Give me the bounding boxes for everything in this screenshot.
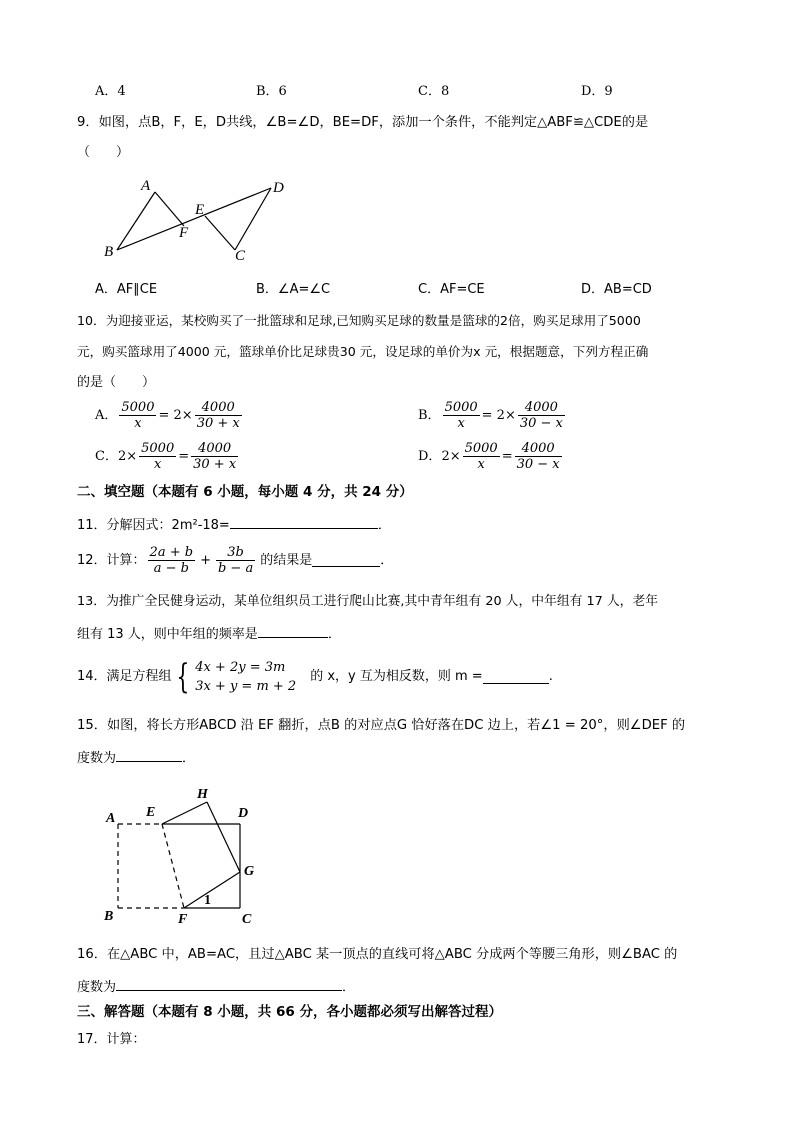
q9-paren: （ ） — [77, 145, 130, 160]
q10-c-rhs-den: 30 + x — [193, 457, 237, 472]
q15-line1: 15．如图，将长方形ABCD 沿 EF 翻折，点B 的对应点G 恰好落在DC 边上，若∠1 = 20°，则∠DEF 的 — [77, 718, 686, 733]
q11 — [77, 516, 391, 534]
q15-label-f: F — [178, 912, 188, 925]
q15-label-h: H — [197, 787, 208, 802]
q11-answer-blank[interactable] — [230, 516, 378, 529]
q16-line2: 度数为 — [77, 980, 117, 995]
q10-a-rhs-num: 4000 — [195, 400, 242, 416]
q12-end: ． — [380, 552, 394, 568]
q12-label: 12．计算： — [77, 552, 146, 568]
q15-label-g: G — [244, 864, 255, 879]
q10-line3: 的是（ ） — [77, 375, 156, 390]
q15-end: ． — [182, 751, 196, 766]
q10-b-rhs-den: 30 − x — [519, 416, 563, 431]
q15-fg — [184, 872, 240, 908]
q9-label-a: A — [141, 178, 151, 194]
q9-line-cd — [235, 188, 271, 250]
q15-hg — [207, 802, 240, 872]
q16-line2-row — [77, 978, 355, 996]
q9-option-b: B．∠A=∠C — [256, 282, 331, 297]
q13-line2-row — [77, 625, 341, 643]
q9-option-d: D．AB=CD — [581, 282, 652, 297]
q15-answer-blank[interactable] — [116, 749, 182, 762]
q10-option-d — [418, 441, 564, 472]
q9-line-bd — [117, 188, 271, 250]
q15-label-b: B — [104, 909, 114, 924]
q9-text: 9．如图，点B，F，E，D共线，∠B=∠D，BE=DF，添加一个条件，不能判定△ABF≌△CDE的是 — [77, 115, 649, 130]
q10-option-c — [95, 441, 240, 472]
q14-end: . — [548, 669, 553, 684]
q10-d-rhs-den: 30 − x — [516, 457, 560, 472]
section3-title: 三、解答题（本题有 8 小题，共 66 分，各小题都必须写出解答过程） — [77, 1004, 502, 1020]
q10-a-lhs-den: x — [134, 416, 142, 431]
q10-line1: 10．为迎接亚运，某校购买了一批篮球和足球,已知购买足球的数量是篮球的2倍，购买足球用了5000 — [77, 313, 641, 328]
q13-line2: 组有 13 人，则中年组的频率是 — [77, 627, 258, 642]
q10-d-mid: = — [501, 448, 513, 464]
q9-label-c: C — [235, 248, 246, 264]
q12-suffix: 的结果是 — [260, 552, 313, 568]
q14 — [77, 658, 553, 696]
q8-option-d: D．9 — [581, 84, 613, 99]
q13-answer-blank[interactable] — [258, 625, 328, 638]
section2-title: 二、填空题（本题有 6 小题，每小题 4 分，共 24 分） — [77, 484, 413, 500]
q10-a-lhs-num: 5000 — [121, 400, 155, 415]
q16-answer-blank[interactable] — [116, 978, 342, 991]
q15-label-angle1: 1 — [204, 893, 211, 908]
q8-option-b: B．6 — [256, 84, 287, 99]
q10-b-lhs-num: 5000 — [444, 400, 478, 415]
q10-c-lhs-den: x — [154, 457, 162, 472]
q11-text: 11．分解因式：2m²-18= — [77, 518, 230, 533]
q12-answer-blank[interactable] — [312, 554, 380, 567]
q10-option-a — [95, 400, 244, 431]
q14-answer-blank[interactable] — [483, 671, 549, 684]
q9-label-d: D — [273, 180, 284, 196]
q10-a-label: A． — [95, 407, 118, 423]
q10-b-mid: = 2× — [481, 407, 516, 423]
q15-eh — [162, 802, 207, 824]
q14-eq2: 3x + y = m + 2 — [195, 679, 297, 694]
q15-line2: 度数为 — [77, 751, 117, 766]
q10-line2: 元，购买篮球用了4000 元，篮球单价比足球贵30 元，设足球的单价为x 元，根据题意，下列方程正确 — [77, 344, 649, 359]
q17-text: 17．计算： — [77, 1032, 146, 1047]
q10-a-rhs-den: 30 + x — [196, 416, 240, 431]
q9-line-af — [155, 192, 184, 226]
q10-d-pre: 2× — [441, 448, 461, 464]
q15-label-c: C — [242, 912, 252, 925]
q8-option-c: C．8 — [418, 84, 450, 99]
q15-label-a: A — [106, 811, 116, 826]
q10-d-rhs-num: 4000 — [515, 441, 562, 457]
q11-end: ． — [377, 518, 391, 533]
q14-eq1: 4x + 2y = 3m — [195, 660, 286, 675]
q9-figure — [95, 174, 305, 264]
q13-line1: 13．为推广全民健身运动，某单位组织员工进行爬山比赛,其中青年组有 20 人，中年组有 17 人，老年 — [77, 594, 659, 609]
q12-f2-den: b − a — [217, 561, 254, 576]
q9-line-ba — [117, 192, 155, 250]
q15-label-d: D — [238, 806, 249, 821]
q15-ef-dashed — [162, 824, 184, 908]
q10-b-label: B． — [418, 407, 441, 423]
q10-b-rhs-num: 4000 — [518, 400, 565, 416]
q14-system — [195, 658, 296, 696]
q10-c-mid: = — [178, 448, 190, 464]
q16-line1: 16．在△ABC 中，AB=AC，且过△ABC 某一顶点的直线可将△ABC 分成两个等腰三角形，则∠BAC 的 — [77, 947, 678, 962]
q12-plus: + — [200, 552, 211, 568]
q14-brace: { — [175, 657, 189, 697]
q9-line-ec — [205, 216, 235, 250]
q15-line2-row — [77, 749, 195, 767]
q14-suffix: 的 x，y 互为相反数，则 m = — [310, 669, 483, 684]
q15-label-e: E — [146, 805, 156, 820]
q13-end: ． — [327, 627, 341, 642]
q9-label-f: F — [179, 225, 189, 241]
q10-d-lhs-den: x — [477, 457, 485, 472]
q10-c-pre: 2× — [117, 448, 138, 464]
q10-c-lhs-num: 5000 — [141, 441, 175, 456]
q15-figure — [100, 780, 270, 925]
q9-label-e: E — [195, 202, 205, 218]
q10-d-lhs-num: 5000 — [464, 441, 498, 456]
q10-c-rhs-num: 4000 — [191, 441, 238, 457]
q8-option-a: A．4 — [95, 84, 126, 99]
q10-option-b — [418, 400, 567, 431]
q9-label-b: B — [104, 244, 114, 260]
q10-b-lhs-den: x — [457, 416, 465, 431]
q12-f1-num: 2a + b — [149, 545, 194, 560]
q10-c-label: C． — [95, 448, 118, 464]
q16-end: ． — [342, 980, 356, 995]
q9-option-c: C．AF=CE — [418, 282, 485, 297]
q9-option-a: A．AF∥CE — [95, 282, 158, 297]
q10-d-label: D． — [418, 448, 442, 464]
q12-f1-den: a − b — [153, 561, 189, 576]
q12-f2-num: 3b — [216, 545, 255, 561]
q12 — [77, 545, 393, 576]
q10-a-mid: = 2× — [158, 407, 193, 423]
q14-label: 14．满足方程组 — [77, 669, 172, 684]
